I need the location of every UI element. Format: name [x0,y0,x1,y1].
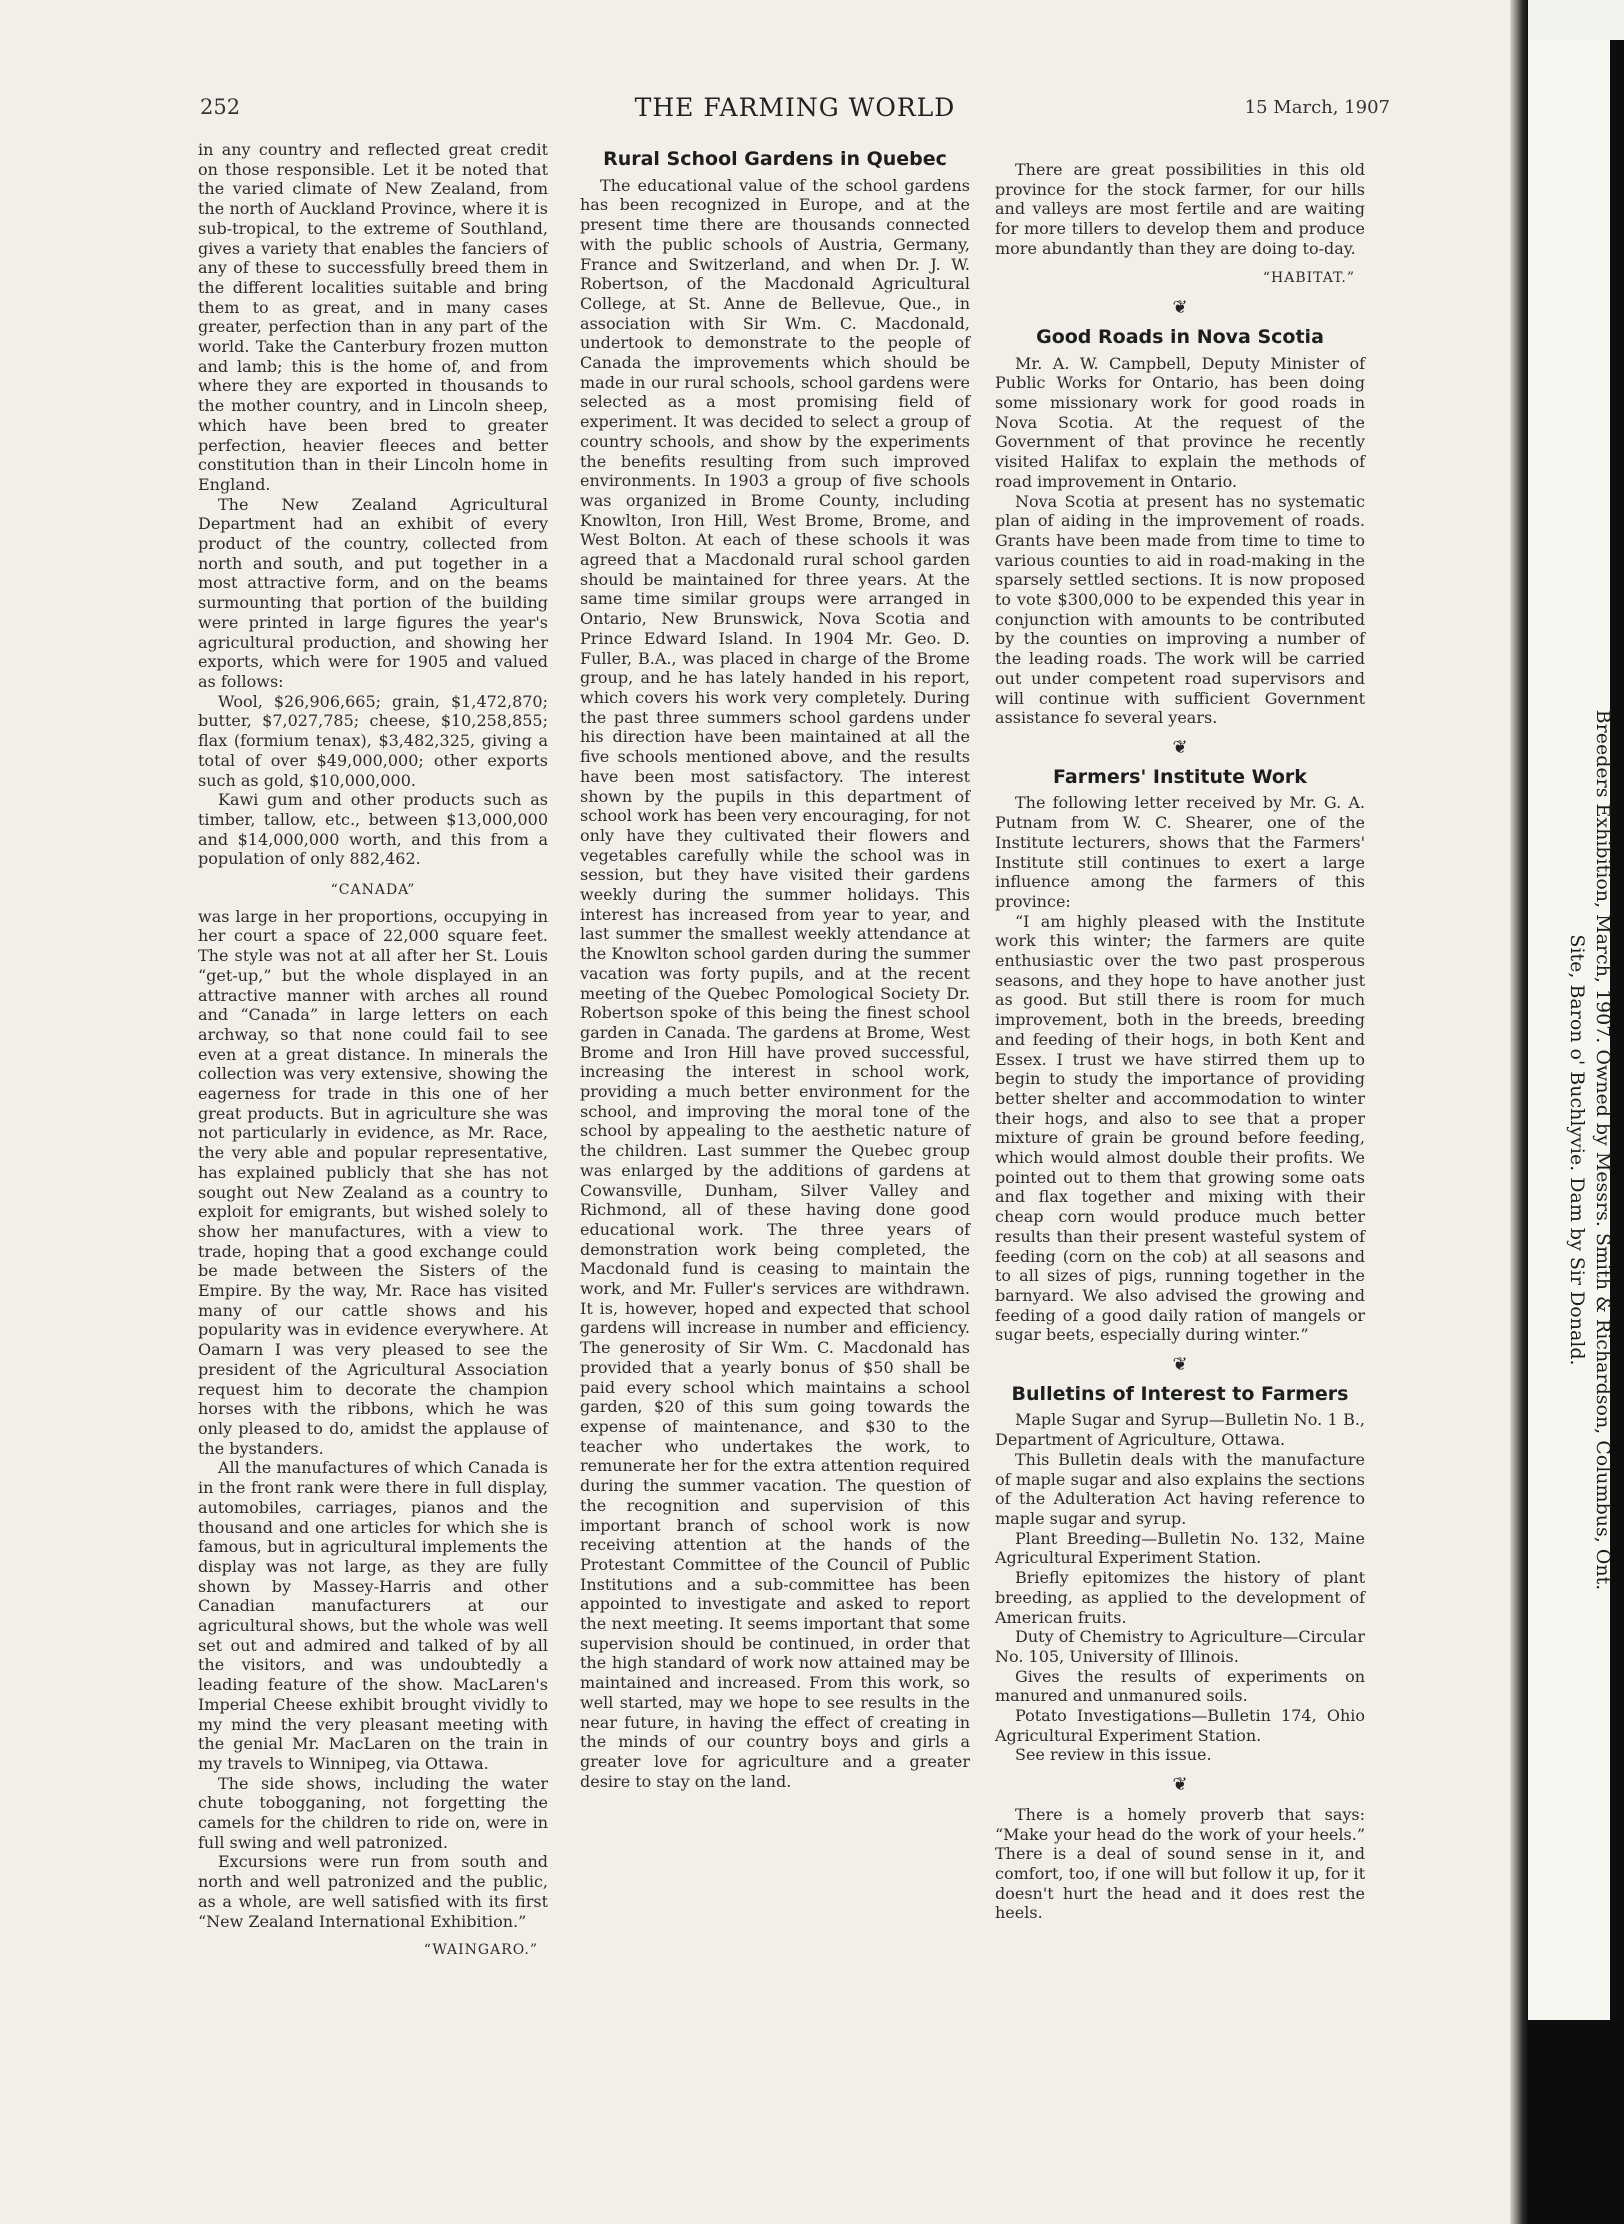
column-2 [580,150,970,1791]
article-heading: Farmers' Institute Work [1053,765,1307,788]
column-1 [198,140,548,1961]
page-header [200,95,1390,125]
paragraph: The following letter received by Mr. G. A. Putnam from W. C. Shearer, one of the Institute lecturers, shows that the Farmers' Institute still continues to exert a large influence among the farmers of this province: [995,793,1365,911]
article-heading: Good Roads in Nova Scotia [1036,325,1324,348]
paragraph: Excursions were run from south and north and well patronized and the public, as a whole, are well satisfied with its first “New Zealand International Exhibition.” [198,1852,548,1931]
paragraph: was large in her proportions, occupying in her court a space of 22,000 square feet. The style was not at all after her St. Louis “get-up,” but the whole displayed in an attractive manner with arches all round and “Canada” in large letters on each archway, so that none could fail to see even at a great distance. In minerals the collection was very extensive, showing the eagerness for trade in this one of her great products. But in agriculture she was not particularly in evidence, as Mr. Race, the very able and popular representative, has explained publicly that she has not sought out New Zealand as a country to exploit for emigrants, but wished solely to show her manufactures, with a view to trade, hoping that a good exchange could be made between the Sisters of the Empire. By the way, Mr. Race has visited many of our cattle shows and his popularity was in evidence everywhere. At Oamarn I was very pleased to see the president of the Agricultural Association request him to decorate the champion horses with the ribbons, which he was only pleased to do, amidst the applause of the bystanders. [198,906,548,1458]
caption-line: Breeders Exhibition, March, 1907. Owned by Messrs. Smith & Richardson, Columbus, Ont. [1592,709,1614,1591]
paragraph: The educational value of the school gardens has been recognized in Europe, and at the present time there are thousands connected with the public schools of Austria, Germany, France and Switzerland, and when Dr. J. W. Robertson, of the Macdonald Agricultural College, at St. Anne de Bellevue, Que., in association with Sir Wm. C. Macdonald, undertook to demonstrate to the people of Canada the improvements which should be made in our rural schools, school gardens were selected as a most promising field of experiment. It was decided to select a group of country schools, and show by the experiments the benefits resulting from such improved environments. In 1903 a group of five schools was organized in Brome County, including Knowlton, Iron Hill, West Brome, Brome, and West Bolton. At each of these schools it was agreed that a Macdonald rural school garden should be maintained for three years. At the same time similar groups were arranged in Ontario, New Brunswick, Nova Scotia and Prince Edward Island. In 1904 Mr. Geo. D. Fuller, B.A., was placed in charge of the Brome group, and he has lately handed in his report, which covers his work very completely. During the past three summers school gardens under his direction have been maintained at all the five schools mentioned above, and the results have been most satisfactory. The interest shown by the pupils in this department of school work has been very encouraging, for not only have they cultivated their flowers and vegetables carefully while the school was in session, but they have visited their gardens weekly during the summer holidays. This interest has increased from year to year, and last summer the smallest weekly attendance at the Knowlton school garden during the summer vacation was forty pupils, and at the recent meeting of the Quebec Pomological Society Dr. Robertson spoke of this being the finest school garden in Canada. The gardens at Brome, West Brome and Iron Hill have proved successful, increasing the interest in school work, providing a much better environment for the school, and improving the moral tone of the school by appealing to the aesthetic nature of the children. Last summer the Quebec group was enlarged by the additions of gardens at Cowansville, Dunham, Silver Valley and Richmond, all of these having done good educational work. The three years of demonstration work being completed, the Macdonald fund is ceasing to maintain the work, and Mr. Fuller's services are withdrawn. It is, however, hoped and expected that school gardens will increase in number and efficiency. The generosity of Sir Wm. C. Macdonald has provided that a yearly bonus of $50 shall be paid every school which maintains a school garden, $20 of this sum going towards the expense of maintenance, and $30 to the teacher who undertakes the work, to remunerate her for the extra attention required during the summer vacation. The question of the recognition and supervision of this important branch of school work is now receiving attention at the hands of the Protestant Committee of the Council of Public Institutions and a sub-committee has been appointed to investigate and asked to report the next meeting. It seems important that some supervision should be continued, in order that the high standard of work now attained may be maintained and increased. From this work, so well started, may we hope to see results in the near future, in having the effect of creating in the minds of our country boys and girls a greater love for agriculture and a greater desire to stay on the land. [580,175,970,1791]
paragraph: The side shows, including the water chute tobogganing, not forgetting the camels for the children to ride on, were in full swing and well patronized. [198,1773,548,1852]
paragraph: There are great possibilities in this old province for the stock farmer, for our hills and valleys are most fertile and are waiting for more tillers to develop them and produce more abundantly than they are doing to-day. [995,160,1365,258]
article-heading: Bulletins of Interest to Farmers [1011,1382,1349,1405]
author-signature: “HABITAT.” [1262,269,1355,286]
paragraph: All the manufactures of which Canada is in the front rank were there in full display, automobiles, carriages, pianos and the thousand and one articles for which she is famous, but in agricultural implements the display was not large, as they are fully shown by Massey-Harris and other Canadian manufacturers at our agricultural shows, but the whole was well set out and admired and talked of by all the visitors, and was undoubtedly a leading feature of the show. MacLaren's Imperial Cheese exhibit brought vividly to my mind the very pleasant meeting with the genial Mr. MacLaren on the train in my travels to Winnipeg, via Ottawa. [198,1458,548,1773]
author-signature: “WAINGARO.” [423,1942,538,1959]
paragraph: Plant Breeding—Bulletin No. 132, Maine Agricultural Experiment Station. [995,1528,1365,1568]
paragraph: Potato Investigations—Bulletin 174, Ohio Agricultural Experiment Station. [995,1706,1365,1745]
paragraph: This Bulletin deals with the manufacture of maple sugar and also explains the sections of the Adulteration Act having reference to maple sugar and syrup. [995,1449,1365,1528]
paragraph: Duty of Chemistry to Agriculture—Circular No. 105, University of Illinois. [995,1627,1365,1666]
caption-line: Site, Baron o' Buchlyvie. Dam by Sir Donald. [1566,934,1588,1366]
paragraph: Wool, $26,906,665; grain, $1,472,870; butter, $7,027,785; cheese, $10,258,855; flax (formium tenax), $3,482,325, giving a total of over $49,000,000; other exports such as gold, $10,000,000. [198,691,548,790]
paragraph: See review in this issue. [1015,1745,1212,1765]
paragraph: The New Zealand Agricultural Department had an exhibit of every product of the country, collected from north and south, and put together in a most attractive form, and on the beams surmounting that portion of the building were printed in large figures the year's agricultural production, and showing her exports, which were for 1905 and valued as follows: [198,494,548,691]
article-heading: Rural School Gardens in Quebec [603,148,947,170]
column-3 [995,160,1365,1923]
ornament-icon: ❦ [1172,297,1188,319]
book-spine [1510,0,1528,2224]
ornament-icon: ❦ [1172,736,1188,758]
paragraph: Maple Sugar and Syrup—Bulletin No. 1 B., Department of Agriculture, Ottawa. [995,1410,1365,1450]
facing-page-caption [1564,270,1616,2030]
paragraph: Nova Scotia at present has no systematic plan of aiding in the improvement of roads. Grants have been made from time to time to various counties to aid in road-making in the sparsely settled sections. It is now proposed to vote $300,000 to be expended this year in conjunction with amounts to be contributed by the counties on improving a number of the leading roads. The work will be carried out under competent road supervisors and will continue with sufficient Government assistance fo several years. [995,491,1365,728]
page-number: 252 [200,95,241,119]
paragraph: There is a homely proverb that says: “Make your head do the work of your heels.” There is a deal of sound sense in it, and comfort, too, if one will but follow it up, for it doesn't hurt the head and it does rest the heels. [995,1804,1365,1923]
issue-date: 15 March, 1907 [1244,97,1390,118]
ornament-icon: ❦ [1172,1774,1188,1796]
paragraph: Gives the results of experiments on manured and unmanured soils. [995,1666,1365,1706]
paragraph: in any country and reflected great credit on those responsible. Let it be noted that the varied climate of New Zealand, from the north of Auckland Province, where it is sub-tropical, to the extreme of Southland, gives a variety that enables the fanciers of any of these to successfully breed them in the different localities suitable and bring them to as great, and in many cases greater, perfection than in any part of the world. Take the Canterbury frozen mutton and lamb; this is the home of, and from where they are exported in thousands to the mother country, and in Lincoln sheep, which have been bred to greater perfection, heavier fleeces and better constitution than in their Lincoln home in England. [198,140,548,494]
paragraph: Briefly epitomizes the history of plant breeding, as applied to the development of American fruits. [995,1568,1365,1627]
paragraph: Mr. A. W. Campbell, Deputy Minister of Public Works for Ontario, has been doing some missionary work for good roads in Nova Scotia. At the request of the Government of that province he recently visited Halifax to explain the methods of road improvement in Ontario. [995,353,1365,491]
ornament-icon: ❦ [1172,1354,1188,1376]
paragraph: Kawi gum and other products such as timber, tallow, etc., between $13,000,000 and $14,000,000 worth, and this from a population of only 882,462. [198,790,548,869]
section-subheading: “CANADA” [330,882,416,899]
paragraph: “I am highly pleased with the Institute work this winter; the farmers are quite enthusiastic over the two past prosperous seasons, and they hope to have another just as good. But still there is room for much improvement, both in the breeds, breeding and feeding of their hogs, in both Kent and Essex. I trust we have stirred them up to begin to study the importance of providing better shelter and accommodation to winter their hogs, and also to see that a proper mixture of grain be ground before feeding, which would almost double their profits. We pointed out to them that growing some oats and flax together and mixing with their cheap corn would produce much better results than their present wasteful system of feeding (corn on the cob) at all seasons and to all sizes of pigs, running together in the barnyard. We also advised the growing and feeding of a good daily ration of mangels or sugar beets, especially during winter.” [995,911,1365,1345]
publication-title: THE FARMING WORLD [634,93,956,122]
